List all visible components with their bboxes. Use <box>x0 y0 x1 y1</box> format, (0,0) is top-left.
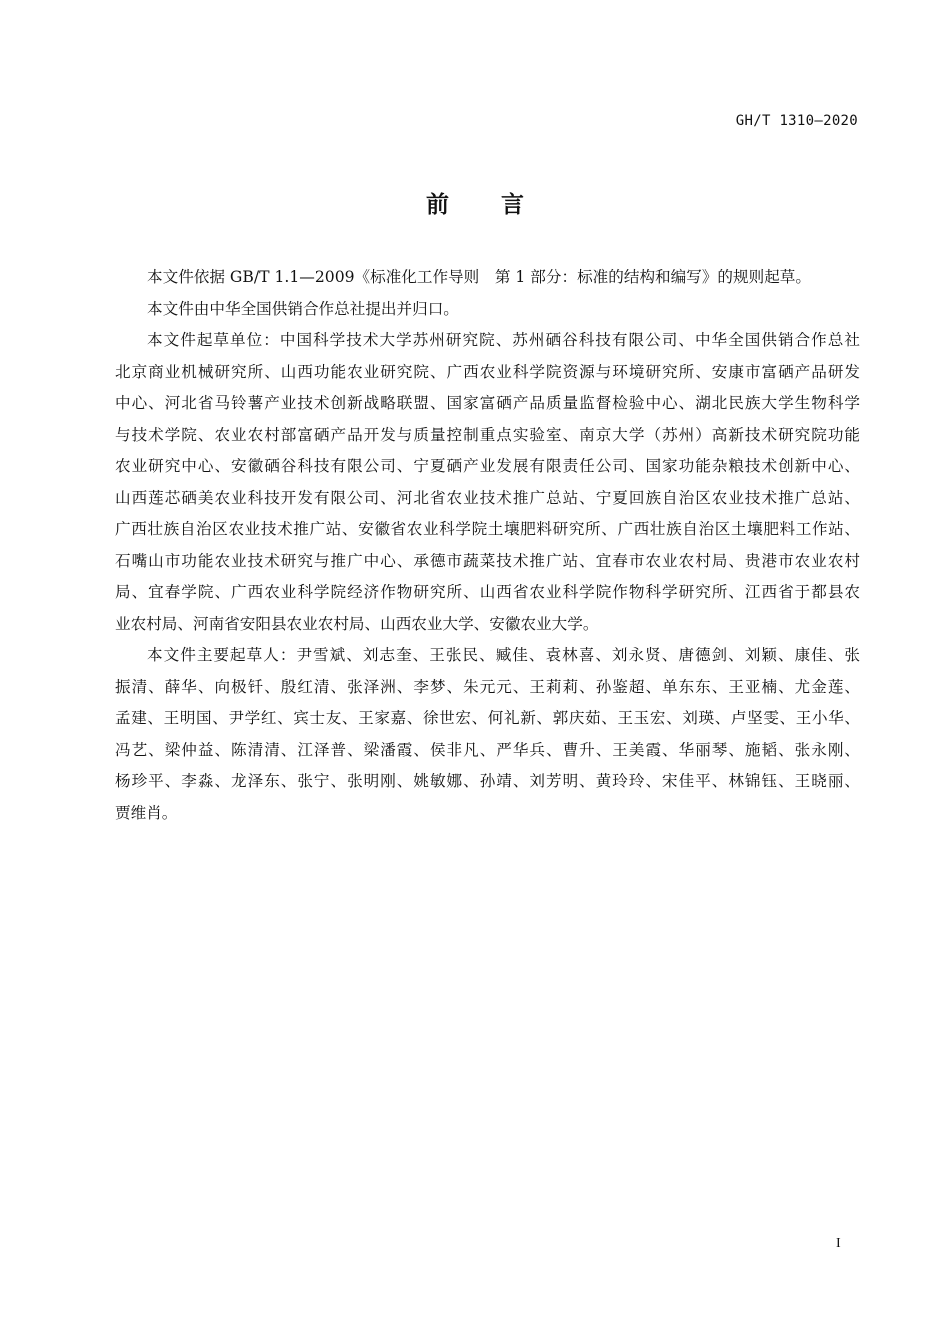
standard-code: GH/T 1310—2020 <box>735 113 858 129</box>
drafting-units-line: 北京商业机械研究所、山西功能农业研究院、广西农业科学院资源与环境研究所、安康市富硒产品研发 <box>115 362 860 381</box>
drafters-line: 冯艺、梁仲益、陈清清、江泽普、梁潘霞、侯非凡、严华兵、曹升、王美霞、华丽琴、施韬、张永刚、 <box>115 740 860 759</box>
drafters-line: 孟建、王明国、尹学红、宾士友、王家嘉、徐世宏、何礼新、郭庆茹、王玉宏、刘瑛、卢坚雯、王小华、 <box>115 709 860 727</box>
drafting-units-line: 石嘴山市功能农业技术研究与推广中心、承德市蔬菜技术推广站、宜春市农业农村局、贵港市农业农村 <box>115 551 860 570</box>
drafters-line: 振清、薛华、向极钎、殷红清、张泽洲、李梦、朱元元、王莉莉、孙鉴超、单东东、王亚楠、尤金莲、 <box>115 677 860 696</box>
drafting-units-line: 本文件起草单位：中国科学技术大学苏州研究院、苏州硒谷科技有限公司、中华全国供销合作总社 <box>147 331 860 349</box>
drafters-line: 贾维肖。 <box>115 803 178 822</box>
drafting-units-line: 业农村局、河南省安阳县农业农村局、山西农业大学、安徽农业大学。 <box>115 614 599 633</box>
page-number: I <box>836 1236 841 1251</box>
title-char-2: 言 <box>501 192 524 218</box>
drafting-units-line: 与技术学院、农业农村部富硒产品开发与质量控制重点实验室、南京大学（苏州）高新技术研究院功能 <box>115 425 860 444</box>
drafting-units-line: 中心、河北省马铃薯产业技术创新战略联盟、国家富硒产品质量监督检验中心、湖北民族大学生物科学 <box>115 394 860 412</box>
drafting-units-line: 农业研究中心、安徽硒谷科技有限公司、宁夏硒产业发展有限责任公司、国家功能杂粮技术创新中心、 <box>115 457 860 475</box>
document-body <box>115 262 860 829</box>
paragraph-basis: 本文件依据 GB/T 1.1—2009《标准化工作导则 第 1 部分：标准的结构和编写》的规则起草。 <box>147 268 811 286</box>
drafters-line: 杨珍平、李淼、龙泽东、张宁、张明刚、姚敏娜、孙靖、刘芳明、黄玲玲、宋佳平、林锦钰、王晓丽、 <box>115 772 860 790</box>
drafting-units-line: 局、宜春学院、广西农业科学院经济作物研究所、山西省农业科学院作物科学研究所、江西省于都县农 <box>115 583 860 601</box>
drafters-line: 本文件主要起草人：尹雪斌、刘志奎、王张民、臧佳、袁林喜、刘永贤、唐德剑、刘颖、康佳、张 <box>147 646 860 664</box>
page-title <box>0 186 950 219</box>
title-char-1: 前 <box>426 192 449 218</box>
paragraph-proposer: 本文件由中华全国供销合作总社提出并归口。 <box>147 299 459 318</box>
drafting-units-line: 广西壮族自治区农业技术推广站、安徽省农业科学院土壤肥料研究所、广西壮族自治区土壤肥料工作站、 <box>115 520 860 538</box>
drafting-units-line: 山西莲芯硒美农业科技开发有限公司、河北省农业技术推广总站、宁夏回族自治区农业技术推广总站、 <box>115 488 860 507</box>
